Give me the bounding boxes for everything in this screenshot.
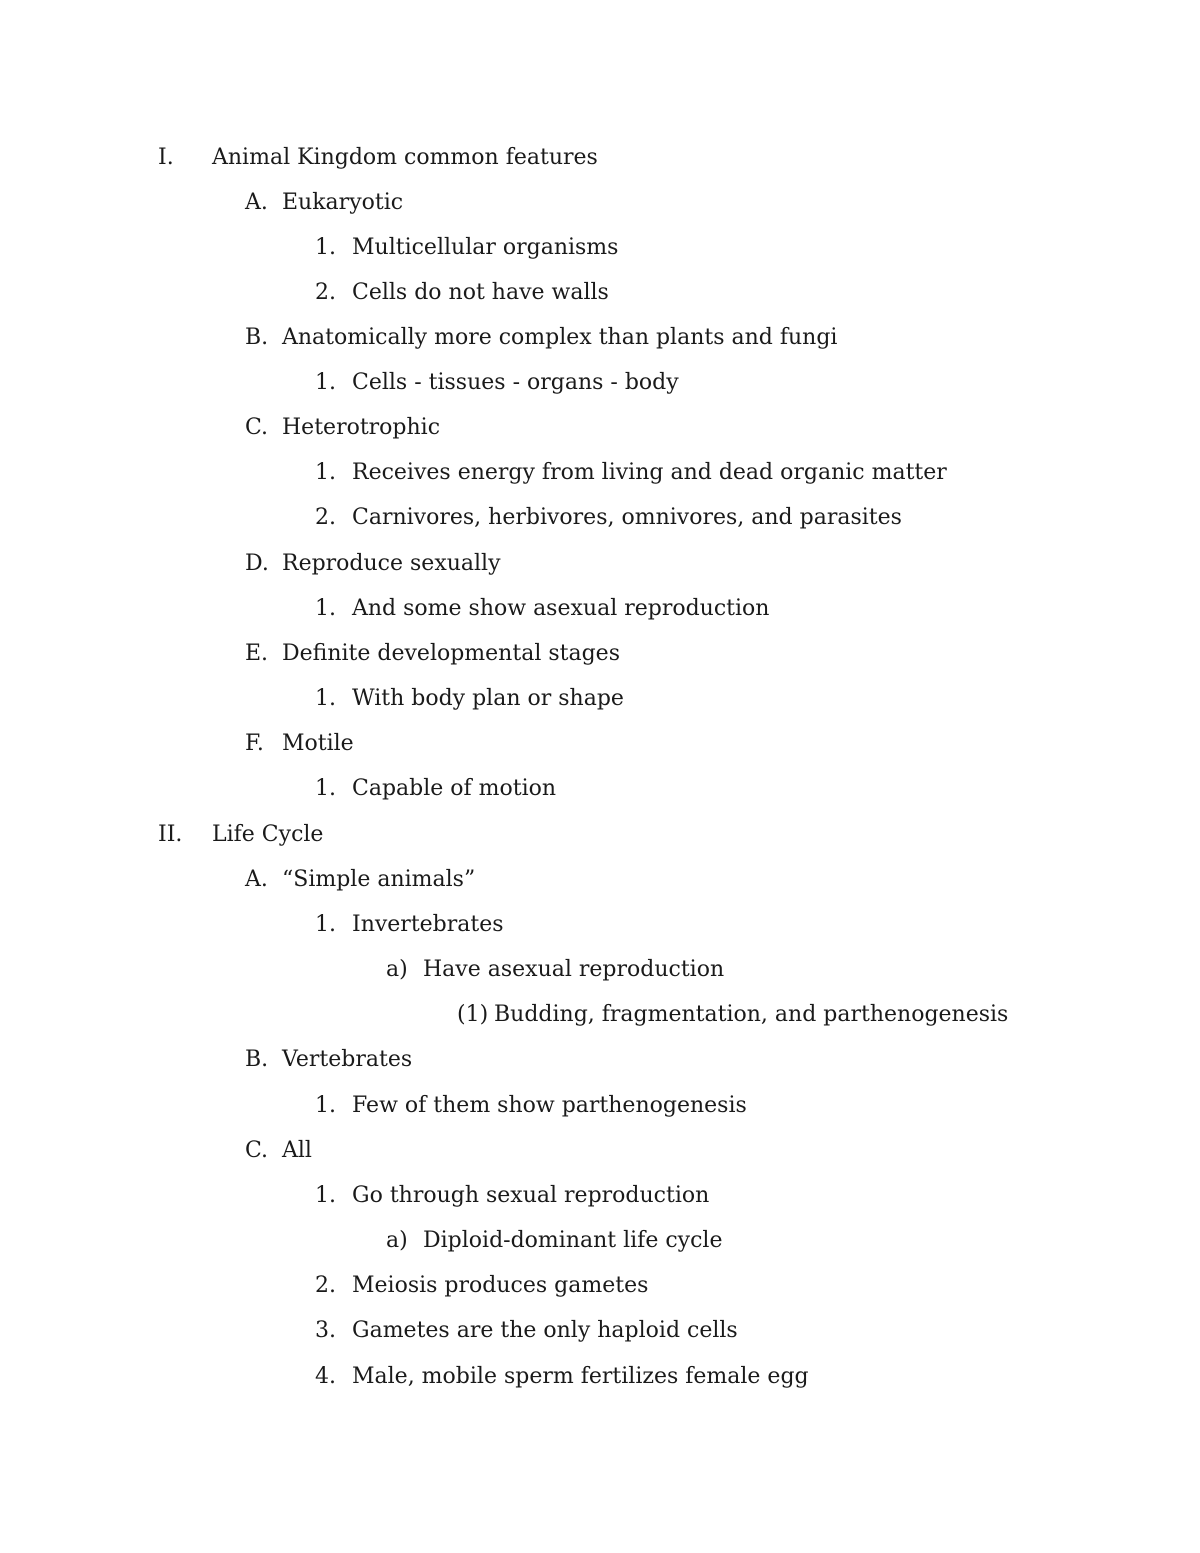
outline-marker: 1. <box>315 235 336 260</box>
outline-marker: a) <box>386 1228 408 1253</box>
outline-text: Receives energy from living and dead organic matter <box>352 460 947 485</box>
outline-marker: B. <box>245 325 269 350</box>
outline-marker: 1. <box>315 596 336 621</box>
outline-marker: A. <box>245 867 268 892</box>
outline-text: Cells do not have walls <box>352 280 609 305</box>
outline-text: Have asexual reproduction <box>423 957 725 982</box>
outline-text: Diploid-dominant life cycle <box>423 1228 723 1253</box>
outline-text: Few of them show parthenogenesis <box>352 1093 747 1118</box>
outline-text: Motile <box>282 731 354 756</box>
outline-text: Definite developmental stages <box>282 641 620 666</box>
outline-marker: D. <box>245 551 269 576</box>
outline-marker: F. <box>245 731 264 756</box>
outline-marker: A. <box>245 190 268 215</box>
outline-marker: 4. <box>315 1364 336 1389</box>
outline-marker: 1. <box>315 1093 336 1118</box>
outline-text: Carnivores, herbivores, omnivores, and parasites <box>352 505 902 530</box>
outline-text: Meiosis produces gametes <box>352 1273 649 1298</box>
outline-marker: 1. <box>315 912 336 937</box>
outline-text: Gametes are the only haploid cells <box>352 1318 738 1343</box>
outline-text: Eukaryotic <box>282 190 404 215</box>
outline-text: Vertebrates <box>282 1047 413 1072</box>
outline-text: With body plan or shape <box>352 686 624 711</box>
outline-marker: E. <box>245 641 269 666</box>
outline-text: Cells - tissues - organs - body <box>352 370 679 395</box>
outline-marker: 2. <box>315 1273 336 1298</box>
outline-text: Male, mobile sperm fertilizes female egg <box>352 1364 809 1389</box>
outline-text: Budding, fragmentation, and parthenogenesis <box>494 1002 1009 1027</box>
outline-marker: (1) <box>457 1002 489 1027</box>
outline-marker: C. <box>245 1138 269 1163</box>
outline-marker: 1. <box>315 776 336 801</box>
outline-text: Anatomically more complex than plants and fungi <box>282 325 838 350</box>
outline-marker: II. <box>158 822 183 847</box>
outline-text: Capable of motion <box>352 776 557 801</box>
outline-text: All <box>282 1138 312 1163</box>
outline-marker: 3. <box>315 1318 336 1343</box>
outline-marker: I. <box>158 145 174 170</box>
outline-text: And some show asexual reproduction <box>352 596 770 621</box>
outline-text: Multicellular organisms <box>352 235 619 260</box>
outline-marker: 1. <box>315 370 336 395</box>
outline-text: “Simple animals” <box>282 867 476 892</box>
outline-marker: C. <box>245 415 269 440</box>
outline-marker: B. <box>245 1047 269 1072</box>
outline-marker: a) <box>386 957 408 982</box>
outline-text: Invertebrates <box>352 912 504 937</box>
outline-marker: 2. <box>315 505 336 530</box>
outline-text: Reproduce sexually <box>282 551 501 576</box>
outline-text: Go through sexual reproduction <box>352 1183 710 1208</box>
outline-text: Animal Kingdom common features <box>212 145 598 170</box>
outline-marker: 1. <box>315 686 336 711</box>
outline-marker: 1. <box>315 1183 336 1208</box>
outline-marker: 1. <box>315 460 336 485</box>
outline-marker: 2. <box>315 280 336 305</box>
outline-text: Life Cycle <box>212 822 324 847</box>
outline-text: Heterotrophic <box>282 415 441 440</box>
